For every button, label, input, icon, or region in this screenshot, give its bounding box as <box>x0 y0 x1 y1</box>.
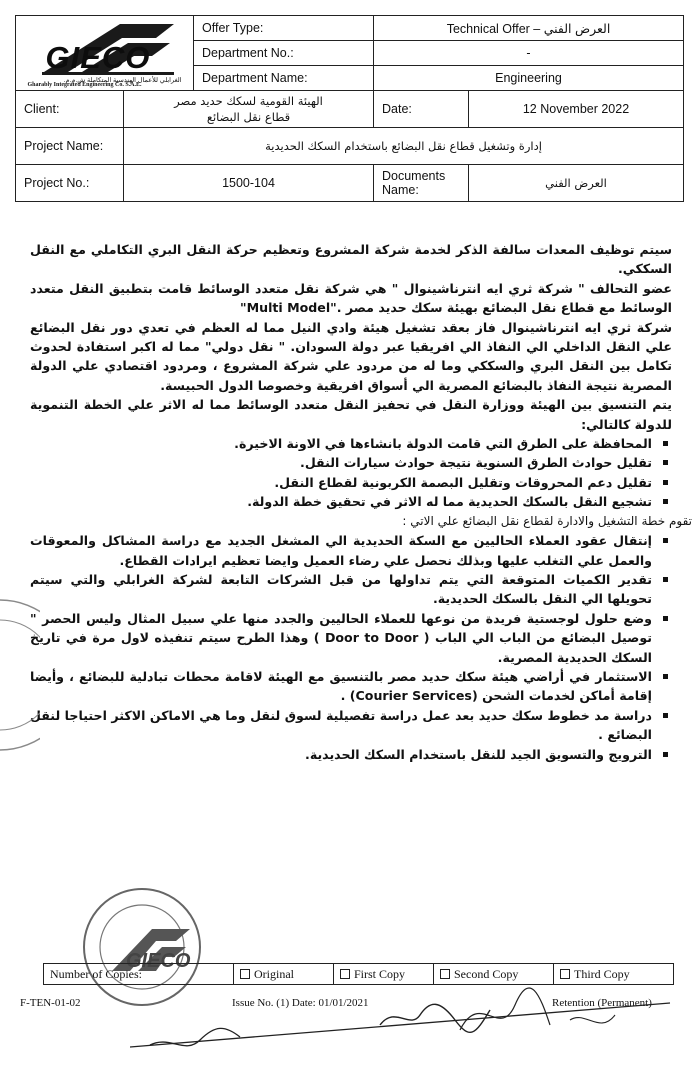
department-no-label: Department No.: <box>194 41 374 66</box>
project-no-label: Project No.: <box>16 165 124 202</box>
paragraph-international: شركة ثري ايه انترناشينوال فاز بعقد تشغيل هيئة وادي النيل مما له العظم في تعدي دور نقل البضائع علي النقل الداخلي الي النفاذ الي افريقيا عبر دولة السودان. " نقل دولي" مما له اكبر استفادة لحدوث تكامل بين النقل البري والسككي وما له من مردود علي شركة المشروع ، ومردود اقتصادي علي الدولة المصرية نتيجة النفاذ بالبضائع المصرية الي أسواق افريقية وخصوصا الدول الحبيسة. <box>30 319 672 393</box>
paragraph-alliance-text: عضو التحالف " شركة ثري ايه انترناشينوال " هي شركة نقل متعدد الوسائط قامت بتطبيق النقل متعدد الوسائط مع قطاع نقل البضائع بهيئة سكك حديد مصر <box>30 280 672 316</box>
signatures-icon <box>130 985 690 1065</box>
logo-text: GIECO <box>45 40 151 75</box>
list-item: المحافظة على الطرق التي قامت الدولة بانشاءها في الاونة الاخيرة. <box>30 434 652 453</box>
benefits-list <box>30 434 672 512</box>
date-value: 12 November 2022 <box>469 91 684 128</box>
client-value-line1: الهيئة القومية لسكك حديد مصر <box>174 94 323 108</box>
list-item: تشجيع النقل بالسكك الحديدية مما له الاثر في تحقيق خطة الدولة. <box>30 492 652 511</box>
paragraph-equipment: سيتم توظيف المعدات سالفة الذكر لخدمة شركة المشروع وتعظيم حركة النقل البري التكاملي مع النقل السككي. <box>30 242 672 277</box>
project-no-value: 1500-104 <box>124 165 374 202</box>
project-name-value: إدارة وتشغيل قطاع نقل البضائع باستخدام السكك الحديدية <box>124 128 684 165</box>
project-name-label: Project Name: <box>16 128 124 165</box>
documents-name-value: العرض الفني <box>469 165 684 202</box>
offer-type-label: Offer Type: <box>194 16 374 41</box>
header-table <box>15 15 684 202</box>
company-logo <box>24 16 186 90</box>
list-item: إنتقال عقود العملاء الحاليين مع السكة الحديدية الي المشغل الجديد مع دراسة المشاكل والمعوقات والعمل علي التغلب عليها وبذلك نحصل علي رضاء العميل وايضا تعظيم ايرادات القطاع. <box>30 531 652 570</box>
department-name-label: Department Name: <box>194 66 374 91</box>
retention-info: Retention (Permanent) <box>552 997 652 1009</box>
copies-label: Number of Copies: <box>44 964 234 985</box>
first-copy-option: First Copy <box>334 964 434 985</box>
logo-english-name: Gharably Integrated Engineering Co. S.A.E. <box>27 82 142 88</box>
client-value-line2: قطاع نقل البضائع <box>206 110 291 124</box>
checkbox-icon <box>340 969 350 979</box>
partial-stamp-icon <box>0 590 40 760</box>
client-value <box>124 91 374 128</box>
second-copy-option: Second Copy <box>434 964 554 985</box>
list-item: تقدير الكميات المتوقعة التي يتم تداولها من قبل الشركات التابعة لشركة الغرابلي والتي سيتم تحويلها الي النقل بالسكك الحديدية. <box>30 570 652 609</box>
list-item: تقليل دعم المحروقات وتقليل البصمة الكربونية لقطاع النقل. <box>30 473 652 492</box>
date-label: Date: <box>374 91 469 128</box>
third-copy-option: Third Copy <box>554 964 674 985</box>
paragraph-coordination: يتم التنسيق بين الهيئة ووزارة النقل في تحفيز النقل متعدد الوسائط مما له الاثر علي الخطة التنموية للدولة كالتالي: <box>30 397 672 432</box>
offer-type-value: Technical Offer – العرض الفني <box>374 16 684 41</box>
checkbox-icon <box>560 969 570 979</box>
operations-plan-heading: تقوم خطة التشغيل والادارة لقطاع نقل البضائع علي الاتي : <box>402 513 692 528</box>
list-item: تقليل حوادث الطرق السنوية نتيجة حوادث سيارات النقل. <box>30 453 652 472</box>
list-item: الترويج والتسويق الجيد للنقل باستخدام السكك الحديدية. <box>30 745 652 764</box>
logo-cell <box>16 16 194 91</box>
operations-plan-list <box>30 531 672 764</box>
list-item: الاستثمار في أراضي هيئة سكك حديد مصر بالتنسيق مع الهيئة لاقامة محطات تبادلية للبضائع ، وأيضا إقامة أماكن لخدمات الشحن (Courier Services) . <box>30 667 652 706</box>
document-body <box>30 240 692 764</box>
paragraph-alliance-member <box>30 279 672 318</box>
original-option: Original <box>234 964 334 985</box>
logo-arabic-name: الغرابلي للأعمال الهندسية المتكاملة ش.م.م. <box>63 77 182 84</box>
department-no-value: - <box>374 41 684 66</box>
checkbox-icon <box>240 969 250 979</box>
svg-text:GIECO: GIECO <box>126 950 191 972</box>
multi-model-term: "Multi Model". <box>240 300 342 316</box>
list-item: دراسة مد خطوط سكك حديد بعد عمل دراسة تفصيلية لسوق لنقل وما هي الاماكن الاكثر احتياجا لنقل البضائع . <box>30 706 652 745</box>
copies-table <box>43 963 674 985</box>
client-label: Client: <box>16 91 124 128</box>
department-name-value: Engineering <box>374 66 684 91</box>
list-item: وضع حلول لوجستية فريدة من نوعها للعملاء الحاليين والجدد منها علي سبيل المثال وليس الحصر " توصيل البضائع من الباب الي الباب ( Door to Door ) وهذا الطرح سيتم تنفيذه لاول مرة في تاريخ السكك الحديدية المصرية. <box>30 609 652 667</box>
checkbox-icon <box>440 969 450 979</box>
documents-name-label: Documents Name: <box>374 165 469 202</box>
issue-info: Issue No. (1) Date: 01/01/2021 <box>232 997 369 1009</box>
form-code: F-TEN-01-02 <box>20 997 81 1009</box>
